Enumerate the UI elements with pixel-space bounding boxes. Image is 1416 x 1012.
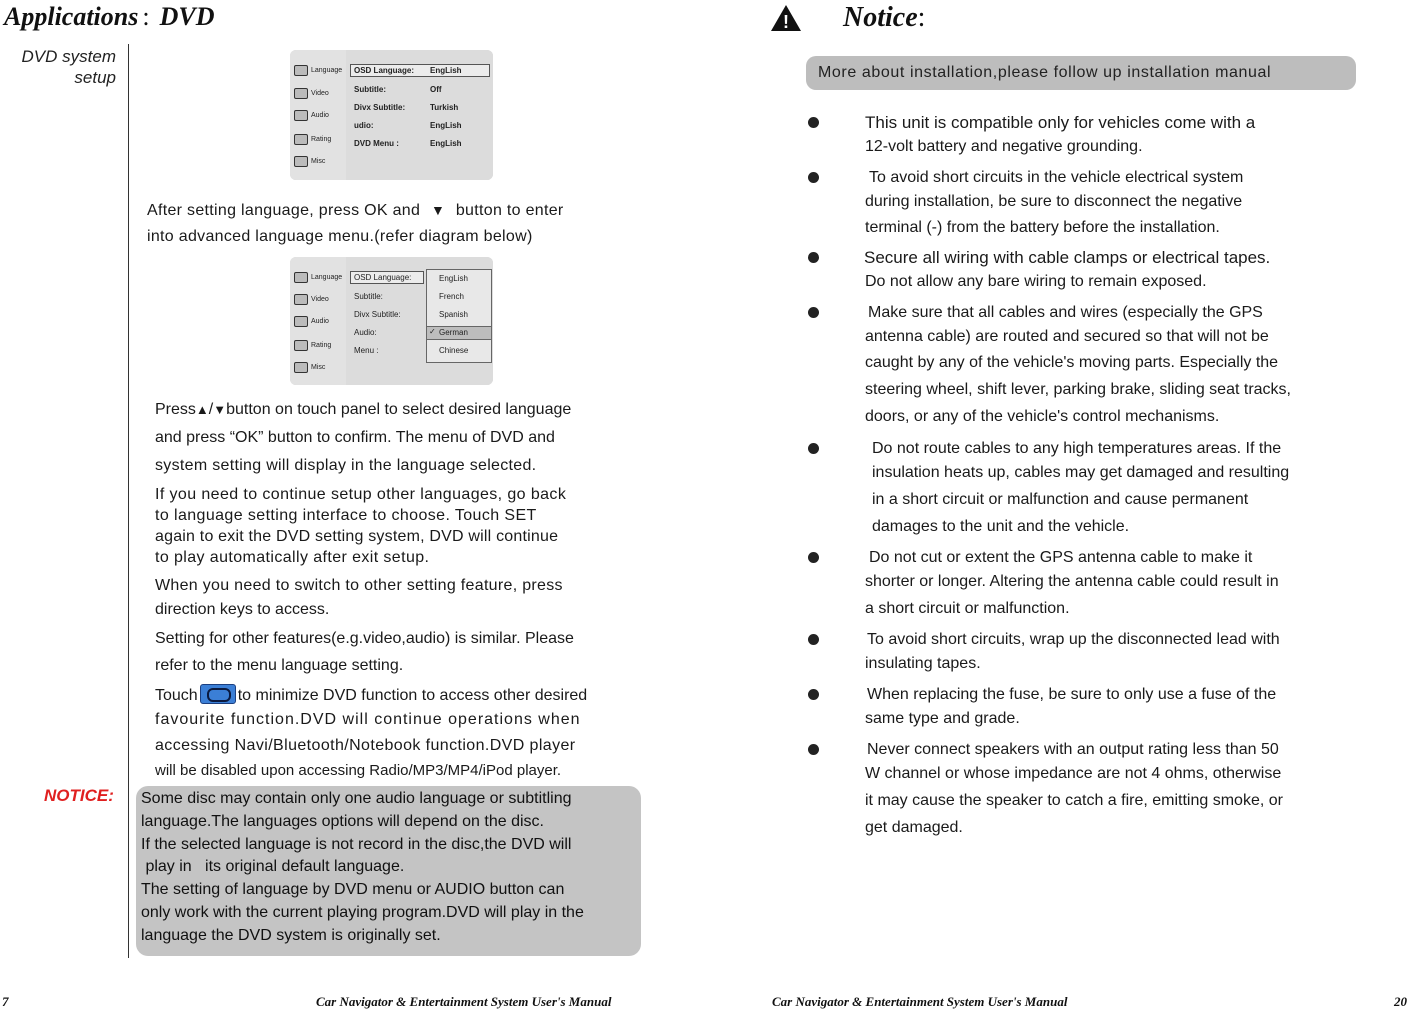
section-label-line1: DVD system: [21, 47, 116, 66]
bullet-line: in a short circuit or malfunction and cause permanent: [872, 491, 1249, 508]
bullet-line: Do not cut or extent the GPS antenna cable to make it: [869, 549, 1253, 566]
notice-line: language the DVD system is originally set.: [141, 927, 441, 944]
left-vertical-rule: [128, 44, 129, 958]
minimize-icon: [200, 684, 236, 704]
bullet-dot: [808, 689, 819, 700]
check-icon: ✓: [429, 327, 436, 336]
menu1-row-label: udio:: [354, 121, 374, 130]
notice-box: [136, 786, 641, 956]
menu-screenshot-1: [290, 50, 493, 180]
bullet-dot: [808, 443, 819, 454]
menu1-row-value: EngLish: [430, 139, 462, 148]
bullet-dot: [808, 552, 819, 563]
bullet-dot: [808, 117, 819, 128]
bullet-dot: [808, 172, 819, 183]
menu-screenshot-2: [290, 257, 493, 385]
right-footer-title: Car Navigator & Entertainment System User's Manual: [772, 994, 1068, 1009]
para2-line4: to play automatically after exit setup.: [155, 549, 430, 566]
notice-line: Some disc may contain only one audio language or subtitling: [141, 790, 572, 807]
intro-line-2: into advanced language menu.(refer diagram below): [147, 228, 533, 245]
up-arrow-icon: ▲: [195, 402, 209, 417]
menu2-sidebar-item: Language: [294, 272, 342, 283]
bullet-line: W channel or whose impedance are not 4 ohms, otherwise: [865, 765, 1282, 782]
bullet-line: it may cause the speaker to catch a fire, emitting smoke, or: [865, 792, 1283, 809]
menu2-sidebar-item: Rating: [294, 340, 331, 351]
menu1-sidebar: [290, 50, 346, 180]
para1-line1: Press▲/▼button on touch panel to select desired language: [155, 401, 572, 418]
menu2-row-label: Divx Subtitle:: [354, 310, 401, 319]
notice-title-colon: :: [917, 2, 926, 33]
warning-icon: [770, 4, 802, 32]
para4-line1: Setting for other features(e.g.video,audio) is similar. Please: [155, 630, 574, 647]
bullet-line: 12-volt battery and negative grounding.: [865, 138, 1143, 155]
menu1-sidebar-item: Audio: [294, 110, 329, 121]
menu2-row-label: Menu :: [354, 346, 379, 355]
bullet-line: doors, or any of the vehicle's control mechanisms.: [865, 408, 1220, 425]
menu1-sidebar-item: Video: [294, 88, 329, 99]
menu1-row-value: Turkish: [430, 103, 459, 112]
bullet-line: terminal (-) from the battery before the installation.: [865, 219, 1220, 236]
para2-line3: again to exit the DVD setting system, DVD will continue: [155, 528, 559, 545]
right-page-number: 20: [1394, 994, 1407, 1009]
bullet-dot: [808, 307, 819, 318]
para5-line3: accessing Navi/Bluetooth/Notebook function.DVD player: [155, 737, 576, 754]
bullet-dot: [808, 634, 819, 645]
menu1-row-value: Off: [430, 85, 442, 94]
title-colon: :: [142, 2, 150, 31]
language-options-list: [426, 269, 492, 363]
notice-line: language.The languages options will depend on the disc.: [141, 813, 544, 830]
para5-line1: Touch to minimize DVD function to access other desired: [155, 684, 587, 708]
menu2-content: [346, 257, 493, 385]
bullet-line: caught by any of the vehicle's moving parts. Especially the: [865, 354, 1279, 371]
para4-line2: refer to the menu language setting.: [155, 657, 404, 674]
left-page-title: [4, 2, 215, 32]
para5-line4: will be disabled upon accessing Radio/MP3/MP4/iPod player.: [155, 762, 562, 779]
down-arrow-icon: ▼: [213, 402, 227, 417]
left-footer-title: Car Navigator & Entertainment System User's Manual: [316, 994, 612, 1009]
notice-line: only work with the current playing program.DVD will play in the: [141, 904, 584, 921]
menu1-row-label: Divx Subtitle:: [354, 103, 406, 112]
menu2-sidebar-item: Video: [294, 294, 329, 305]
menu2-sidebar-item: Misc: [294, 362, 325, 373]
warning-mark: !: [783, 12, 789, 32]
notice-line: play in its original default language.: [141, 858, 405, 875]
bullet-line: steering wheel, shift lever, parking brake, sliding seat tracks,: [865, 381, 1291, 398]
notice-line: If the selected language is not record in the disc,the DVD will: [141, 836, 572, 853]
menu1-sidebar-item: Misc: [294, 156, 325, 167]
left-page-number: 7: [2, 994, 9, 1009]
para3-line1: When you need to switch to other setting feature, press: [155, 577, 563, 594]
notice-line: The setting of language by DVD menu or AUDIO button can: [141, 881, 565, 898]
section-label-line2: setup: [74, 68, 116, 87]
bullet-dot: [808, 744, 819, 755]
language-option: Chinese: [439, 346, 469, 355]
menu2-row-label: Audio:: [354, 328, 377, 337]
para2-line2: to language setting interface to choose. Touch SET: [155, 507, 537, 524]
bullet-line: insulating tapes.: [865, 655, 981, 672]
language-icon: [294, 272, 308, 283]
banner-text: More about installation,please follow up installation manual: [818, 64, 1272, 81]
language-option: Spanish: [439, 310, 468, 319]
menu1-sidebar-item: Language: [294, 65, 342, 76]
bullet-line: insulation heats up, cables may get damaged and resulting: [872, 464, 1290, 481]
bullet-line: Do not route cables to any high temperatures areas. If the: [872, 440, 1282, 457]
bullet-line: same type and grade.: [865, 710, 1020, 727]
bullet-line: When replacing the fuse, be sure to only use a fuse of the: [867, 686, 1277, 703]
misc-icon: [294, 362, 308, 373]
bullet-line: Secure all wiring with cable clamps or electrical tapes.: [864, 248, 1271, 267]
bullet-line: during installation, be sure to disconnect the negative: [865, 193, 1243, 210]
para2-line1: If you need to continue setup other languages, go back: [155, 486, 567, 503]
bullet-line: a short circuit or malfunction.: [865, 600, 1070, 617]
bullet-line: To avoid short circuits, wrap up the disconnected lead with: [867, 631, 1280, 648]
notice-title: Notice: [843, 2, 918, 33]
language-option: German: [439, 328, 468, 337]
bullet-line: get damaged.: [865, 819, 963, 836]
menu1-row-label: Subtitle:: [354, 85, 386, 94]
misc-icon: [294, 156, 308, 167]
menu2-sidebar: [290, 257, 346, 385]
language-icon: [294, 65, 308, 76]
bullet-line: Do not allow any bare wiring to remain exposed.: [865, 273, 1207, 290]
audio-icon: [294, 316, 308, 327]
bullet-line: shorter or longer. Altering the antenna cable could result in: [865, 573, 1279, 590]
bullet-line: Make sure that all cables and wires (especially the GPS: [868, 304, 1263, 321]
para3-line2: direction keys to access.: [155, 601, 330, 618]
menu1-sidebar-item: Rating: [294, 134, 331, 145]
language-option: EngLish: [439, 274, 468, 283]
section-label: [2, 46, 116, 88]
bullet-line: antenna cable) are routed and secured so that will not be: [865, 328, 1269, 345]
menu2-sidebar-item: Audio: [294, 316, 329, 327]
intro-line-1: After setting language, press OK and ▼ button to enter: [147, 202, 564, 219]
menu1-content: [346, 50, 493, 180]
title-applications: Applications: [4, 2, 139, 31]
menu2-row-label: OSD Language:: [354, 273, 412, 282]
rating-icon: [294, 340, 308, 351]
bullet-line: damages to the unit and the vehicle.: [872, 518, 1130, 535]
menu1-row-value: EngLish: [430, 121, 462, 130]
right-page-title: [843, 2, 925, 34]
menu1-row-label: OSD Language:: [354, 66, 415, 75]
para5-line2: favourite function.DVD will continue operations when: [155, 711, 581, 728]
audio-icon: [294, 110, 308, 121]
bullet-line: Never connect speakers with an output rating less than 50: [867, 741, 1279, 758]
language-option: French: [439, 292, 464, 301]
title-dvd: DVD: [159, 2, 215, 31]
bullet-line: This unit is compatible only for vehicles come with a: [865, 113, 1256, 132]
menu1-row-label: DVD Menu :: [354, 139, 399, 148]
rating-icon: [294, 134, 308, 145]
video-icon: [294, 294, 308, 305]
para1-line3: system setting will display in the language selected.: [155, 457, 537, 474]
bullet-dot: [808, 252, 819, 263]
notice-label: NOTICE:: [44, 786, 114, 805]
bullet-line: To avoid short circuits in the vehicle electrical system: [869, 169, 1244, 186]
menu2-row-label: Subtitle:: [354, 292, 383, 301]
down-arrow-icon: ▼: [430, 202, 446, 218]
para1-line2: and press “OK” button to confirm. The menu of DVD and: [155, 429, 555, 446]
installation-banner: [806, 56, 1356, 90]
video-icon: [294, 88, 308, 99]
menu1-row-value: EngLish: [430, 66, 462, 75]
